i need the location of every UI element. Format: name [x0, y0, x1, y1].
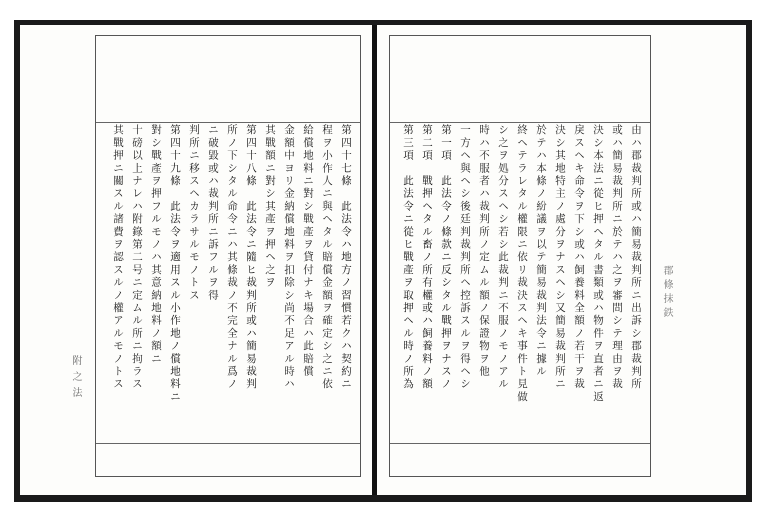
left-page-frame — [95, 35, 361, 477]
right-column: シ之ヲ処分スヘシ若シ此裁判ニ不服ノモノアル — [497, 124, 509, 391]
left-footer-rule — [96, 443, 360, 444]
right-column: 戾スヘキ命令ヲ下シ或ハ飼養料全額ノ若干ヲ裁 — [573, 124, 585, 391]
left-text-columns — [96, 124, 360, 476]
right-column: 由ハ郡裁判所或ハ簡易裁判所ニ出訴シ郡裁判所 — [630, 124, 642, 391]
left-column: 第四十八條 此法令ニ隨ヒ裁判所或ハ簡易裁判 — [245, 124, 257, 391]
right-column: 決シ本法ニ從ヒ押ヘタル書類或ハ物件ヲ直者ニ返 — [592, 124, 604, 404]
left-column: 程ヲ小作人ニ與ヘタル賠償金額ヲ確定シ之ニ依 — [321, 124, 333, 391]
right-header-rule — [390, 122, 650, 123]
left-column: 所ノ下シタル命令ニハ其條裁ノ不完全ナル爲ノ — [226, 124, 238, 391]
right-page — [377, 25, 746, 495]
right-column: 決シ其地特主ノ處分ヲナスヘシ又簡易裁判所ニ — [554, 124, 566, 391]
left-column: 十磅以上ナレハ附錄第二号ニ定ムル所ニ拘ラス — [131, 124, 143, 391]
left-column: 第四十七條 此法令ハ地方ノ習慣若クハ契約ニ — [340, 124, 352, 391]
right-column: 第三項 此法令ニ從ヒ戰產ヲ取押ヘル時ノ所為 — [402, 124, 414, 391]
right-column: 終ヘテラレタル權限ニ依リ裁決スヘキ事件ト見做 — [516, 124, 528, 404]
left-page — [20, 25, 372, 495]
left-margin-note: 附之法 — [70, 355, 81, 403]
document-scan — [14, 20, 752, 502]
left-column: 其戰額ニ對シ其產ヲ押ヘ之ヲ — [264, 124, 276, 290]
left-column: 其戰押ニ關スル諸費ヲ認スルノ權アルモノトス — [112, 124, 124, 391]
left-column: 給償地料ニ對シ戰產ヲ貸付ナキ場合ハ此賠償 — [302, 124, 314, 378]
right-column: 時ハ不服者ハ裁判所ノ定ムル額ノ保證物ヲ他 — [478, 124, 490, 378]
left-column: 判所ニ移スヘカラサルモノトス — [188, 124, 200, 302]
left-column: ニ破毀或ハ裁判所ニ訴フルヲ得 — [207, 124, 219, 302]
left-column: 第四十九條 此法令ヲ適用スル小作地ノ償地料ニ — [169, 124, 181, 404]
right-text-columns — [390, 124, 650, 476]
left-column: 金額中ヨリ金納償地料ヲ扣除シ尚不足アル時ハ — [283, 124, 295, 391]
left-header-rule — [96, 122, 360, 123]
right-page-frame — [389, 35, 651, 477]
right-column: 第二項 戰押ヘタル畜ノ所有權或ハ飼養料ノ額 — [421, 124, 433, 391]
right-footer-rule — [390, 443, 650, 444]
right-column: 第一項 此法令ノ條款ニ反シタル戰押ヲナスノ — [440, 124, 452, 391]
right-side-tab: 郡條抹鉄 — [661, 265, 672, 321]
left-column: 對シ戰產ヲ押フルモノハ其意納地料ノ額ニ — [150, 124, 162, 366]
right-column: 於テハ本條ノ紛議ヲ以テ簡易裁判法令ニ據ル — [535, 124, 547, 378]
right-column: 一方ヘ與ヘシ後廷判裁判所ヘ控訴スルヲ得ヘシ — [459, 124, 471, 391]
right-column: 或ハ簡易裁判所ニ於テハ之ヲ審問シテ理由ヲ裁 — [611, 124, 623, 391]
